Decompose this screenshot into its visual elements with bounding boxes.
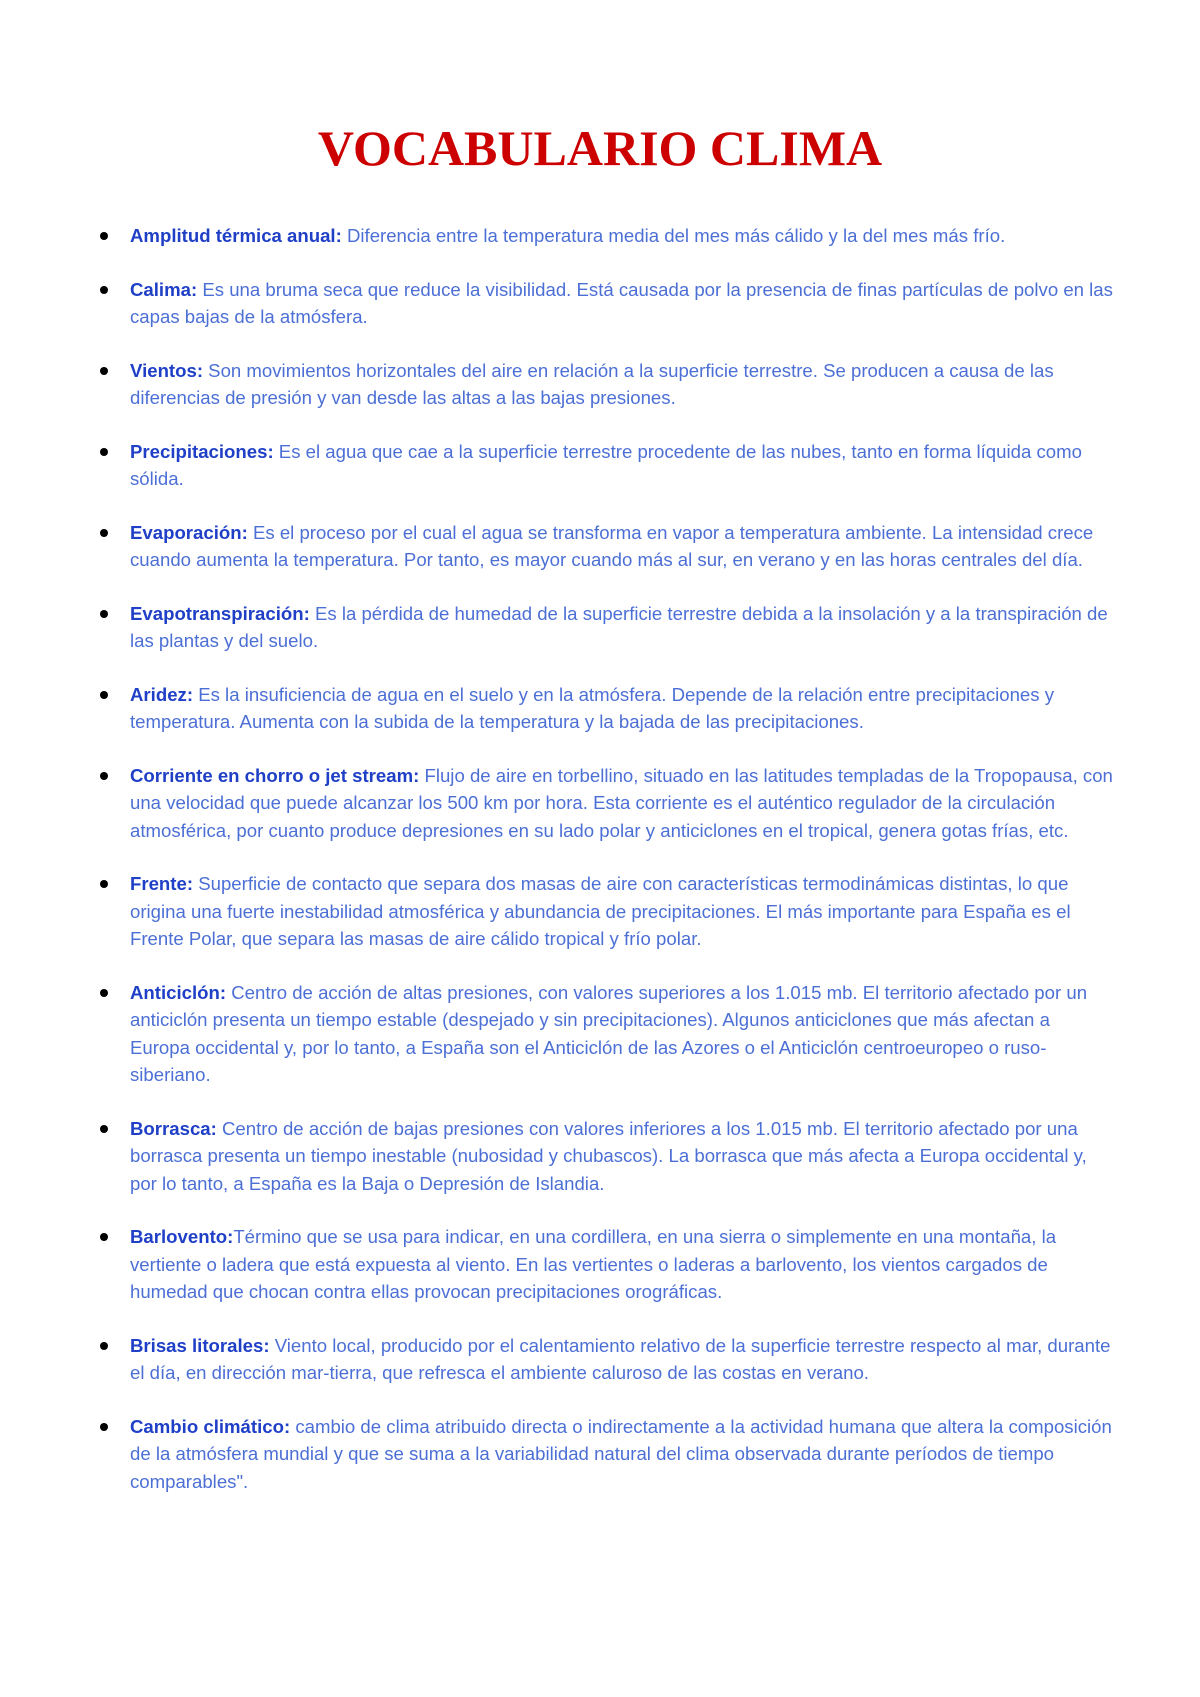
term-definition: Diferencia entre la temperatura media del mes más cálido y la del mes más frío.	[341, 225, 1006, 246]
vocabulary-entry	[0, 1223, 1115, 1306]
term-definition: Centro de acción de altas presiones, con valores superiores a los 1.015 mb. El territorio afectado por un anticiclón presenta un tiempo estable (despejado y sin precipitaciones). Algunos anticiclones que más afectan a Europa occidental y, por lo tanto, a España son el Anticiclón de las Azores o el Anticiclón centroeuropeo o ruso-siberiano.	[130, 981, 1088, 1085]
term-name: Cambio climático:	[130, 1415, 291, 1437]
page-title: VOCABULARIO CLIMA	[317, 120, 883, 176]
term-name: Borrasca:	[130, 1117, 217, 1139]
term-name: Brisas litorales:	[130, 1334, 270, 1356]
bullet-icon	[100, 1342, 108, 1350]
bullet-icon	[100, 691, 108, 699]
term-name: Vientos:	[130, 359, 204, 381]
bullet-icon	[100, 610, 108, 618]
bullet-icon	[100, 367, 108, 375]
term-name: Calima:	[130, 278, 198, 300]
bullet-icon	[100, 1423, 108, 1431]
term-name: Barlovento:	[130, 1226, 234, 1247]
bullet-icon	[100, 1233, 108, 1241]
bullet-icon	[100, 989, 108, 997]
bullet-icon	[100, 1125, 108, 1133]
bullet-icon	[100, 772, 108, 780]
vocabulary-entry	[0, 222, 1115, 250]
vocabulary-entry	[0, 357, 1115, 412]
vocabulary-entry	[0, 519, 1115, 574]
vocabulary-entry	[0, 276, 1115, 331]
term-name: Evaporación:	[130, 521, 248, 543]
term-definition: Es una bruma seca que reduce la visibilidad. Está causada por la presencia de finas partículas de polvo en las capas bajas de la atmósfera.	[130, 278, 1113, 327]
term-definition: Es el proceso por el cual el agua se transforma en vapor a temperatura ambiente. La intensidad crece cuando aumenta la temperatura. Por tanto, es mayor cuando más al sur, en verano y en las horas centrales del día.	[130, 521, 1094, 570]
term-definition: Es la pérdida de humedad de la superficie terrestre debida a la insolación y a la transpiración de las plantas y del suelo.	[130, 602, 1108, 651]
vocabulary-entry	[0, 870, 1115, 953]
vocabulary-entry	[0, 979, 1115, 1089]
vocabulary-list	[0, 222, 1200, 1521]
bullet-icon	[100, 880, 108, 888]
bullet-icon	[100, 529, 108, 537]
term-definition: Término que se usa para indicar, en una cordillera, en una sierra o simplemente en una montaña, la vertiente o ladera que está expuesta al viento. En las vertientes o laderas a barlovento, los vientos cargados de humedad que chocan contra ellas provocan precipitaciones orográficas.	[130, 1226, 1057, 1302]
term-definition: Es el agua que cae a la superficie terrestre procedente de las nubes, tanto en forma líquida como sólida.	[130, 440, 1082, 489]
vocabulary-entry	[0, 762, 1115, 845]
term-name: Frente:	[130, 873, 194, 894]
term-name: Amplitud térmica anual:	[130, 225, 342, 246]
bullet-icon	[100, 448, 108, 456]
vocabulary-entry	[0, 1413, 1115, 1496]
vocabulary-entry	[0, 1115, 1115, 1198]
term-definition: Es la insuficiencia de agua en el suelo y en la atmósfera. Depende de la relación entre precipitaciones y temperatura. Aumenta con la subida de la temperatura y la bajada de las precipitaciones.	[130, 683, 1055, 732]
vocabulary-entry	[0, 438, 1115, 493]
term-definition: Superficie de contacto que separa dos masas de aire con características termodinámicas distintas, lo que origina una fuerte inestabilidad atmosférica y abundancia de precipitaciones. El más importante para España es el Frente Polar, que separa las masas de aire cálido tropical y frío polar.	[130, 873, 1071, 949]
vocabulary-entry	[0, 600, 1115, 655]
term-name: Corriente en chorro o jet stream:	[130, 764, 420, 786]
term-name: Precipitaciones:	[130, 440, 274, 462]
bullet-icon	[100, 232, 108, 240]
term-definition: Centro de acción de bajas presiones con valores inferiores a los 1.015 mb. El territorio afectado por una borrasca presenta un tiempo inestable (nubosidad y chubascos). La borrasca que más afecta a Europa occidental y, por lo tanto, a España es la Baja o Depresión de Islandia.	[130, 1117, 1087, 1194]
term-name: Evapotranspiración:	[130, 602, 310, 624]
term-definition: cambio de clima atribuido directa o indirectamente a la actividad humana que altera la composición de la atmósfera mundial y que se suma a la variabilidad natural del clima observada durante períodos de tiempo comparables".	[130, 1415, 1112, 1492]
term-definition: Viento local, producido por el calentamiento relativo de la superficie terrestre respecto al mar, durante el día, en dirección mar-tierra, que refresca el ambiente caluroso de las costas en verano.	[130, 1334, 1111, 1383]
term-name: Aridez:	[130, 683, 194, 705]
term-definition: Son movimientos horizontales del aire en relación a la superficie terrestre. Se producen a causa de las diferencias de presión y van desde las altas a las bajas presiones.	[130, 359, 1054, 408]
term-name: Anticiclón:	[130, 981, 227, 1003]
vocabulary-entry	[0, 681, 1115, 736]
term-definition: Flujo de aire en torbellino, situado en las latitudes templadas de la Tropopausa, con una velocidad que puede alcanzar los 500 km por hora. Esta corriente es el auténtico regulador de la circulación atmosférica, por cuanto produce depresiones en su lado polar y anticiclones en el tropical, genera gotas frías, etc.	[130, 764, 1113, 841]
bullet-icon	[100, 286, 108, 294]
vocabulary-entry	[0, 1332, 1115, 1387]
